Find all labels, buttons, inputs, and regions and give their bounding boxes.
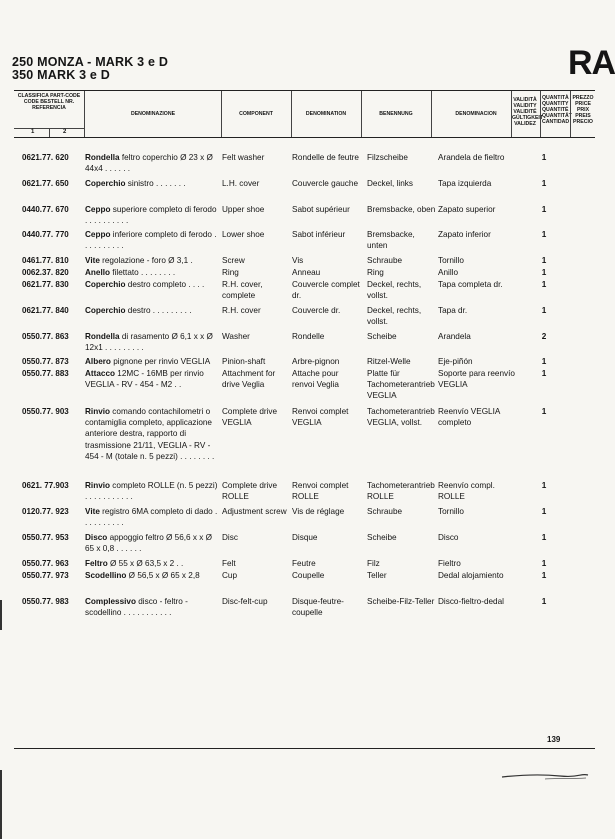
desc-it: Vite regolazione - foro Ø 3,1 . (85, 256, 193, 265)
desc-es: Dedal alojamiento (438, 571, 504, 580)
code-sub-1: 1 (31, 129, 35, 135)
desc-en: L.H. cover (222, 179, 260, 188)
desc-fr: Rondelle de feutre (292, 153, 359, 162)
part-code: 0621.77. 840 (22, 306, 69, 315)
quantity: 1 (541, 357, 547, 366)
desc-en: Disc-felt-cup (222, 597, 268, 606)
desc-it: Complessivo disco - feltro - scodellino . . . . . . . . . . . (85, 597, 188, 618)
desc-en: Felt washer (222, 153, 265, 162)
part-code: 0621.77. 650 (22, 179, 69, 188)
desc-fr: Feutre (292, 559, 316, 568)
desc-it: Coperchio sinistro . . . . . . . (85, 179, 186, 188)
desc-es: Eje-piñón (438, 357, 473, 366)
desc-de: Schraube (367, 256, 403, 265)
quantity: 1 (541, 597, 547, 606)
desc-de: Ring (367, 268, 384, 277)
col-divider (431, 91, 432, 137)
desc-it: Attacco 12MC - 16MB per rinvio VEGLIA - RV - 454 - M2 . . (85, 369, 204, 390)
quantity: 2 (541, 332, 547, 341)
title-line-1: 250 MONZA - MARK 3 e D (12, 55, 169, 69)
quantity: 1 (541, 256, 547, 265)
desc-de: Filzscheibe (367, 153, 408, 162)
part-code: 0550.77. 953 (22, 533, 69, 542)
desc-es: Tapa izquierda (438, 179, 492, 188)
title-line-2: 350 MARK 3 e D (12, 68, 110, 82)
desc-es: Anillo (438, 268, 459, 277)
part-code: 0621.77. 620 (22, 153, 69, 162)
desc-es: Reenvío compl. ROLLE (438, 481, 495, 502)
part-code: 0621. 77.903 (22, 481, 69, 490)
desc-en: Complete drive VEGLIA (222, 407, 278, 428)
desc-it: Scodellino Ø 56,5 x Ø 65 x 2,8 (85, 571, 200, 580)
quantity: 1 (541, 268, 547, 277)
desc-en: R.H. cover, complete (222, 280, 263, 301)
desc-fr: Disque (292, 533, 318, 542)
desc-es: Arandela de fieltro (438, 153, 505, 162)
desc-en: Screw (222, 256, 245, 265)
col-en-header: COMPONENT (239, 111, 273, 117)
desc-fr: Anneau (292, 268, 321, 277)
desc-it: Vite registro 6MA completo di dado . . . . . . . . . . (85, 507, 218, 528)
desc-de: Ritzel-Welle (367, 357, 411, 366)
desc-es: Zapato superior (438, 205, 496, 214)
desc-en: Cup (222, 571, 238, 580)
desc-it: Albero pignone per rinvio VEGLIA (85, 357, 211, 366)
quantity: 1 (541, 407, 547, 416)
desc-en: Disc (222, 533, 238, 542)
desc-fr: Renvoi complet ROLLE (292, 481, 349, 502)
desc-it: Ceppo superiore completo di ferodo . . . . . . . . . . (85, 205, 217, 226)
parts-table (14, 90, 595, 618)
page-number: 139 (547, 735, 561, 744)
desc-es: Arandela (438, 332, 471, 341)
desc-es: Reenvío VEGLIA completo (438, 407, 500, 428)
desc-es: Disco-fieltro-dedal (438, 597, 504, 606)
part-code: 0550.77. 863 (22, 332, 69, 341)
col-divider (84, 91, 85, 137)
desc-de: Scheibe (367, 533, 397, 542)
desc-fr: Couvercle gauche (292, 179, 358, 188)
desc-it: Coperchio destro completo . . . . (85, 280, 205, 289)
col-validity-header: VALIDITÀ VALIDITY VALIDITÉ GÜLTIGKEIT VALIDEZ (512, 97, 544, 127)
quantity: 1 (541, 230, 547, 239)
desc-de: Filz (367, 559, 380, 568)
part-code: 0550.77. 903 (22, 407, 69, 416)
col-divider (511, 91, 512, 137)
quantity: 1 (541, 179, 547, 188)
quantity: 1 (541, 507, 547, 516)
col-divider (540, 91, 541, 137)
desc-fr: Sabot inférieur (292, 230, 346, 239)
col-it-header: DENOMINAZIONE (130, 111, 176, 117)
part-code: 0550.77. 973 (22, 571, 69, 580)
desc-de: Deckel, links (367, 179, 413, 188)
desc-de: Scheibe-Filz-Teller (367, 597, 435, 606)
desc-es: Disco (438, 533, 459, 542)
desc-en: Felt (222, 559, 236, 568)
desc-fr: Vis (292, 256, 304, 265)
part-code: 0440.77. 770 (22, 230, 69, 239)
desc-fr: Coupelle (292, 571, 325, 580)
desc-en: Upper shoe (222, 205, 265, 214)
desc-de: Platte für Tachometerantrieb VEGLIA (367, 369, 435, 401)
desc-it: Coperchio destro . . . . . . . . . (85, 306, 192, 315)
quantity: 1 (541, 369, 547, 378)
col-divider (570, 91, 571, 137)
col-de-header: BENENNUNG (379, 111, 413, 117)
desc-fr: Sabot supérieur (292, 205, 350, 214)
desc-de: Deckel, rechts, vollst. (367, 306, 422, 327)
col-fr-header: DENOMINATION (305, 111, 347, 117)
col-quantity-header: QUANTITÀ QUANTITY QUANTITÉ QUANTITÄT CANTIDAD (542, 95, 572, 125)
binding-mark (0, 600, 2, 630)
desc-it: Feltro Ø 55 x Ø 63,5 x 2 . . (85, 559, 184, 568)
desc-fr: Renvoi complet VEGLIA (292, 407, 349, 428)
desc-fr: Arbre-pignon (292, 357, 340, 366)
part-code: 0550.77. 873 (22, 357, 69, 366)
col-es-header: DENOMINACION (455, 111, 497, 117)
quantity: 1 (541, 153, 547, 162)
desc-en: Washer (222, 332, 250, 341)
bottom-rule (14, 748, 595, 749)
col-divider (291, 91, 292, 137)
desc-fr: Disque-feutre-coupelle (292, 597, 344, 618)
col-divider (49, 128, 50, 137)
part-code: 0550.77. 983 (22, 597, 69, 606)
desc-fr: Couvercle dr. (292, 306, 341, 315)
desc-de: Tachometerantrieb VEGLIA, vollst. (367, 407, 435, 428)
desc-en: R.H. cover (222, 306, 261, 315)
quantity: 1 (541, 571, 547, 580)
desc-fr: Rondelle (292, 332, 325, 341)
desc-de: Bremsbacke, oben (367, 205, 436, 214)
desc-de: Bremsbacke, unten (367, 230, 415, 251)
desc-it: Rondella di rasamento Ø 6,1 x x Ø 12x1 . . . . . . . . . (85, 332, 213, 353)
part-code: 0550.77. 883 (22, 369, 69, 378)
desc-it: Ceppo inferiore completo di ferodo . . . . . . . . . . (85, 230, 217, 251)
part-code: 0120.77. 923 (22, 507, 69, 516)
desc-fr: Couvercle complet dr. (292, 280, 360, 301)
desc-es: Fieltro (438, 559, 461, 568)
desc-en: Ring (222, 268, 239, 277)
quantity: 1 (541, 559, 547, 568)
desc-de: Schraube (367, 507, 403, 516)
part-code: 0621.77. 830 (22, 280, 69, 289)
desc-de: Scheibe (367, 332, 397, 341)
col-divider (361, 91, 362, 137)
desc-en: Attachment for drive Veglia (222, 369, 276, 390)
ink-mark (500, 768, 590, 782)
desc-de: Deckel, rechts, vollst. (367, 280, 422, 301)
desc-fr: Attache pour renvoi Veglia (292, 369, 339, 390)
desc-de: Tachometerantrieb ROLLE (367, 481, 435, 502)
part-code: 0550.77. 963 (22, 559, 69, 568)
desc-en: Adjustment screw (222, 507, 287, 516)
col-divider (221, 91, 222, 137)
desc-it: Anello filettato . . . . . . . . (85, 268, 176, 277)
quantity: 1 (541, 481, 547, 490)
quantity: 1 (541, 205, 547, 214)
desc-en: Pinion-shaft (222, 357, 266, 366)
section-label: RA (568, 44, 615, 82)
desc-it: Disco appoggio feltro Ø 56,6 x x Ø 65 x 0,8 . . . . . . (85, 533, 212, 554)
desc-es: Soporte para reenvío VEGLIA (438, 369, 515, 390)
desc-it: Rinvio comando contachilometri o contamiglia completo, applicazione anteriore destra, rapporto di trasmissione 21/11, VEGLIA - RV - 454 - M (totale n. 5 pezzi) . . . . . . . . (85, 407, 215, 461)
desc-fr: Vis de réglage (292, 507, 345, 516)
quantity: 1 (541, 280, 547, 289)
binding-mark (0, 770, 2, 839)
quantity: 1 (541, 306, 547, 315)
desc-it: Rondella feltro coperchio Ø 23 x Ø 44x4 . . . . . . (85, 153, 213, 174)
desc-es: Zapato inferior (438, 230, 491, 239)
desc-es: Tapa dr. (438, 306, 468, 315)
desc-es: Tapa completa dr. (438, 280, 503, 289)
quantity: 1 (541, 533, 547, 542)
desc-es: Tornillo (438, 256, 464, 265)
desc-it: Rinvio completo ROLLE (n. 5 pezzi) . . . . . . . . . . . (85, 481, 218, 502)
desc-es: Tornillo (438, 507, 464, 516)
desc-en: Complete drive ROLLE (222, 481, 278, 502)
col-code-header: CLASSIFICA PART-CODE CODE BESTELL NR. REFERENCIA (17, 93, 81, 111)
part-code: 0440.77. 670 (22, 205, 69, 214)
col-price-header: PREZZO PRICE PRIX PREIS PRECIO (572, 95, 594, 125)
desc-en: Lower shoe (222, 230, 265, 239)
part-code: 0461.77. 810 (22, 256, 69, 265)
code-sub-2: 2 (63, 129, 67, 135)
desc-de: Teller (367, 571, 387, 580)
table-header (14, 90, 595, 138)
part-code: 0062.37. 820 (22, 268, 69, 277)
